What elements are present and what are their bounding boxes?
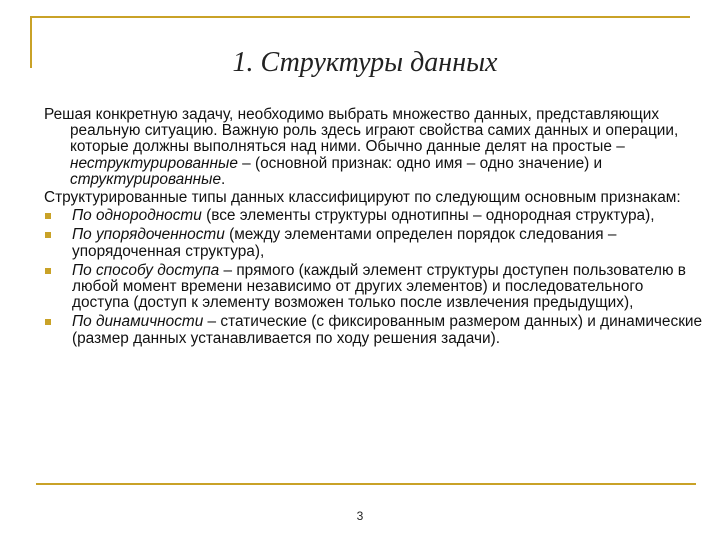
- list-item-text: – прямого (каждый элемент структуры доступен пользователю в любой момент времени независимо от других элементов) и последовательного доступа (доступ к элементу возможен только после извлечения предыдущих),: [72, 261, 686, 312]
- list-item-text: (между элементами определен порядок следования – упорядоченная структура),: [72, 226, 617, 260]
- list-item-term: По способу доступа: [72, 261, 220, 279]
- intro-text-1: Решая конкретную задачу, необходимо выбрать множество данных, представляющих реальную ситуацию. Важную роль здесь играют свойства самих данных и операции, которые должны выполняться над ними. Обычно данные делят на простые –: [44, 106, 679, 156]
- list-item-term: По однородности: [72, 207, 202, 225]
- square-bullet-icon: [45, 268, 51, 274]
- intro-text-3: .: [221, 170, 226, 188]
- intro-emphasis-structured: структурированные: [70, 170, 222, 188]
- square-bullet-icon: [45, 319, 51, 325]
- list-item-term: По упорядоченности: [72, 226, 225, 244]
- list-item-text: (все элементы структуры однотипны – однородная структура),: [201, 207, 655, 225]
- intro-text-2: – (основной признак: одно имя – одно значение) и: [237, 154, 603, 172]
- list-item: [44, 263, 704, 312]
- list-item: [44, 208, 704, 224]
- list-item: [44, 227, 704, 259]
- slide-title-text: 1. Структуры данных: [232, 47, 498, 78]
- decorative-top-rule: [30, 16, 690, 18]
- slide-title: [0, 47, 720, 79]
- page-number: 3: [356, 509, 364, 523]
- slide-body: [44, 107, 704, 350]
- decorative-bottom-rule: [36, 483, 696, 485]
- square-bullet-icon: [45, 232, 51, 238]
- classification-list: [44, 208, 704, 347]
- list-item-term: По динамичности: [72, 313, 204, 331]
- list-item-text: – статические (с фиксированным размером данных) и динамические (размер данных устанавливается по ходу решения задачи).: [72, 313, 703, 347]
- square-bullet-icon: [45, 213, 51, 219]
- classification-paragraph: Структурированные типы данных классифицируют по следующим основным признакам:: [44, 189, 681, 207]
- intro-paragraph: [44, 107, 704, 188]
- list-item: [44, 314, 704, 346]
- intro-emphasis-unstructured: неструктурированные: [70, 154, 238, 172]
